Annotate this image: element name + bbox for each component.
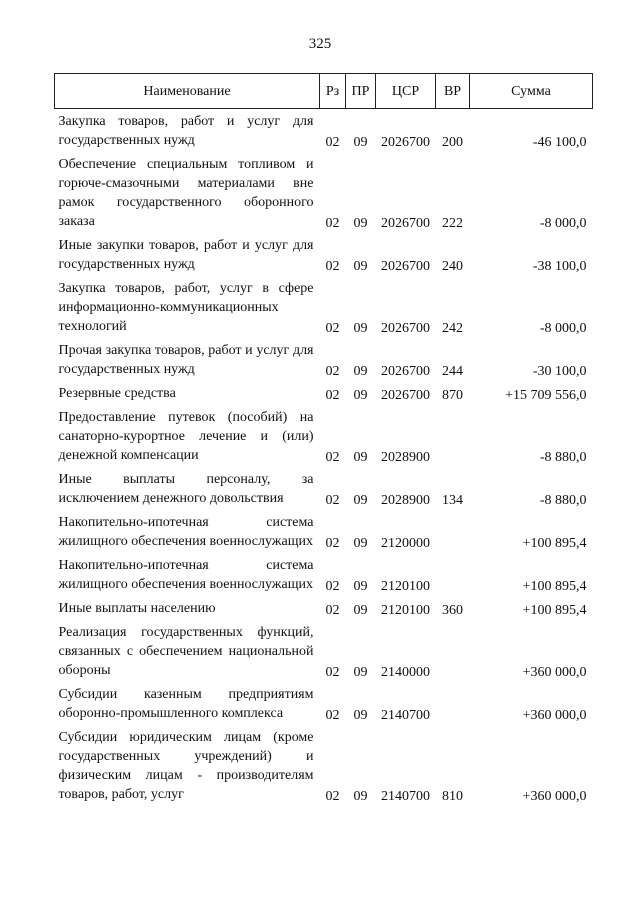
cell-pr: 09 bbox=[353, 259, 368, 274]
cell-name: Иные выплаты населению bbox=[58, 601, 216, 616]
cell-vr bbox=[436, 405, 470, 467]
cell-vr bbox=[436, 620, 470, 682]
table-row bbox=[55, 725, 593, 806]
cell-csr: 2120100 bbox=[381, 603, 430, 618]
cell-pr: 09 bbox=[353, 135, 368, 150]
table-header bbox=[55, 74, 593, 109]
cell-rz: 02 bbox=[325, 216, 340, 231]
cell-pr: 09 bbox=[353, 789, 368, 804]
table-row bbox=[55, 233, 593, 276]
cell-sum: +15 709 556,0 bbox=[505, 388, 587, 403]
cell-vr: 810 bbox=[442, 789, 463, 804]
cell-pr: 09 bbox=[353, 603, 368, 618]
cell-name: Реализация государственных функций, связанных с обеспечением национальной обороны bbox=[58, 625, 314, 678]
cell-rz: 02 bbox=[325, 603, 340, 618]
cell-vr: 360 bbox=[442, 603, 463, 618]
cell-name: Субсидии юридическим лицам (кроме государственных учреждений) и физическим лицам - производителям товаров, работ, услуг bbox=[58, 730, 314, 802]
cell-rz: 02 bbox=[325, 579, 340, 594]
cell-name: Закупка товаров, работ, услуг в сфере информационно-коммуникационных технологий bbox=[58, 281, 314, 334]
table-row bbox=[55, 620, 593, 682]
cell-rz: 02 bbox=[325, 135, 340, 150]
cell-vr bbox=[436, 553, 470, 596]
cell-csr: 2026700 bbox=[381, 364, 430, 379]
table-row bbox=[55, 381, 593, 405]
cell-rz: 02 bbox=[325, 450, 340, 465]
cell-sum: +360 000,0 bbox=[522, 665, 587, 680]
cell-name: Накопительно-ипотечная система жилищного обеспечения военнослужащих bbox=[58, 558, 314, 592]
cell-vr: 242 bbox=[442, 321, 463, 336]
cell-csr: 2026700 bbox=[381, 216, 430, 231]
cell-name: Прочая закупка товаров, работ и услуг для государственных нужд bbox=[58, 343, 314, 377]
cell-vr: 870 bbox=[442, 388, 463, 403]
cell-rz: 02 bbox=[325, 388, 340, 403]
table-row bbox=[55, 338, 593, 381]
cell-vr: 200 bbox=[442, 135, 463, 150]
cell-sum: +100 895,4 bbox=[522, 579, 587, 594]
cell-pr: 09 bbox=[353, 708, 368, 723]
header-sum: Сумма bbox=[470, 74, 593, 109]
cell-name: Накопительно-ипотечная система жилищного обеспечения военнослужащих bbox=[58, 515, 314, 549]
table-row bbox=[55, 682, 593, 725]
cell-name: Иные выплаты персоналу, за исключением денежного довольствия bbox=[58, 472, 314, 506]
cell-name: Обеспечение специальным топливом и горюче-смазочными материалами вне рамок государственного оборонного заказа bbox=[58, 157, 314, 229]
cell-rz: 02 bbox=[325, 364, 340, 379]
cell-vr bbox=[436, 682, 470, 725]
cell-sum: -8 000,0 bbox=[539, 216, 587, 231]
cell-sum: -30 100,0 bbox=[532, 364, 587, 379]
cell-csr: 2028900 bbox=[381, 450, 430, 465]
cell-vr: 244 bbox=[442, 364, 463, 379]
cell-pr: 09 bbox=[353, 364, 368, 379]
cell-sum: -8 000,0 bbox=[539, 321, 587, 336]
table-row bbox=[55, 510, 593, 553]
header-rz: Рз bbox=[320, 74, 346, 109]
cell-rz: 02 bbox=[325, 665, 340, 680]
cell-pr: 09 bbox=[353, 450, 368, 465]
budget-table bbox=[54, 73, 593, 806]
cell-csr: 2028900 bbox=[381, 493, 430, 508]
cell-sum: +360 000,0 bbox=[522, 789, 587, 804]
cell-sum: +360 000,0 bbox=[522, 708, 587, 723]
cell-sum: -46 100,0 bbox=[532, 135, 587, 150]
cell-vr: 134 bbox=[442, 493, 463, 508]
page-number: 325 bbox=[308, 36, 332, 52]
cell-csr: 2026700 bbox=[381, 321, 430, 336]
cell-sum: -8 880,0 bbox=[539, 450, 587, 465]
header-vr: ВР bbox=[436, 74, 470, 109]
cell-rz: 02 bbox=[325, 321, 340, 336]
cell-vr bbox=[436, 510, 470, 553]
table-body bbox=[55, 109, 593, 807]
cell-rz: 02 bbox=[325, 708, 340, 723]
cell-pr: 09 bbox=[353, 388, 368, 403]
cell-csr: 2026700 bbox=[381, 388, 430, 403]
cell-rz: 02 bbox=[325, 536, 340, 551]
header-csr: ЦСР bbox=[376, 74, 436, 109]
cell-sum: -8 880,0 bbox=[539, 493, 587, 508]
table-row bbox=[55, 553, 593, 596]
cell-csr: 2140000 bbox=[381, 665, 430, 680]
header-name: Наименование bbox=[55, 74, 320, 109]
header-pr: ПР bbox=[346, 74, 376, 109]
cell-csr: 2120100 bbox=[381, 579, 430, 594]
cell-name: Резервные средства bbox=[58, 386, 176, 401]
cell-sum: +100 895,4 bbox=[522, 536, 587, 551]
table-row bbox=[55, 276, 593, 338]
cell-rz: 02 bbox=[325, 259, 340, 274]
cell-csr: 2120000 bbox=[381, 536, 430, 551]
cell-pr: 09 bbox=[353, 536, 368, 551]
table-row bbox=[55, 596, 593, 620]
cell-pr: 09 bbox=[353, 493, 368, 508]
table-row bbox=[55, 109, 593, 153]
cell-vr: 240 bbox=[442, 259, 463, 274]
cell-sum: +100 895,4 bbox=[522, 603, 587, 618]
cell-sum: -38 100,0 bbox=[532, 259, 587, 274]
cell-csr: 2140700 bbox=[381, 789, 430, 804]
table-row bbox=[55, 152, 593, 233]
table-row bbox=[55, 405, 593, 467]
cell-csr: 2026700 bbox=[381, 259, 430, 274]
cell-pr: 09 bbox=[353, 665, 368, 680]
cell-pr: 09 bbox=[353, 216, 368, 231]
cell-name: Закупка товаров, работ и услуг для государственных нужд bbox=[58, 114, 314, 148]
cell-name: Субсидии казенным предприятиям оборонно-промышленного комплекса bbox=[58, 687, 314, 721]
cell-csr: 2026700 bbox=[381, 135, 430, 150]
cell-rz: 02 bbox=[325, 493, 340, 508]
cell-rz: 02 bbox=[325, 789, 340, 804]
cell-pr: 09 bbox=[353, 321, 368, 336]
table-row bbox=[55, 467, 593, 510]
cell-vr: 222 bbox=[442, 216, 463, 231]
cell-name: Предоставление путевок (пособий) на санаторно-курортное лечение и (или) денежной компенсации bbox=[58, 410, 314, 463]
cell-pr: 09 bbox=[353, 579, 368, 594]
cell-name: Иные закупки товаров, работ и услуг для государственных нужд bbox=[58, 238, 314, 272]
cell-csr: 2140700 bbox=[381, 708, 430, 723]
